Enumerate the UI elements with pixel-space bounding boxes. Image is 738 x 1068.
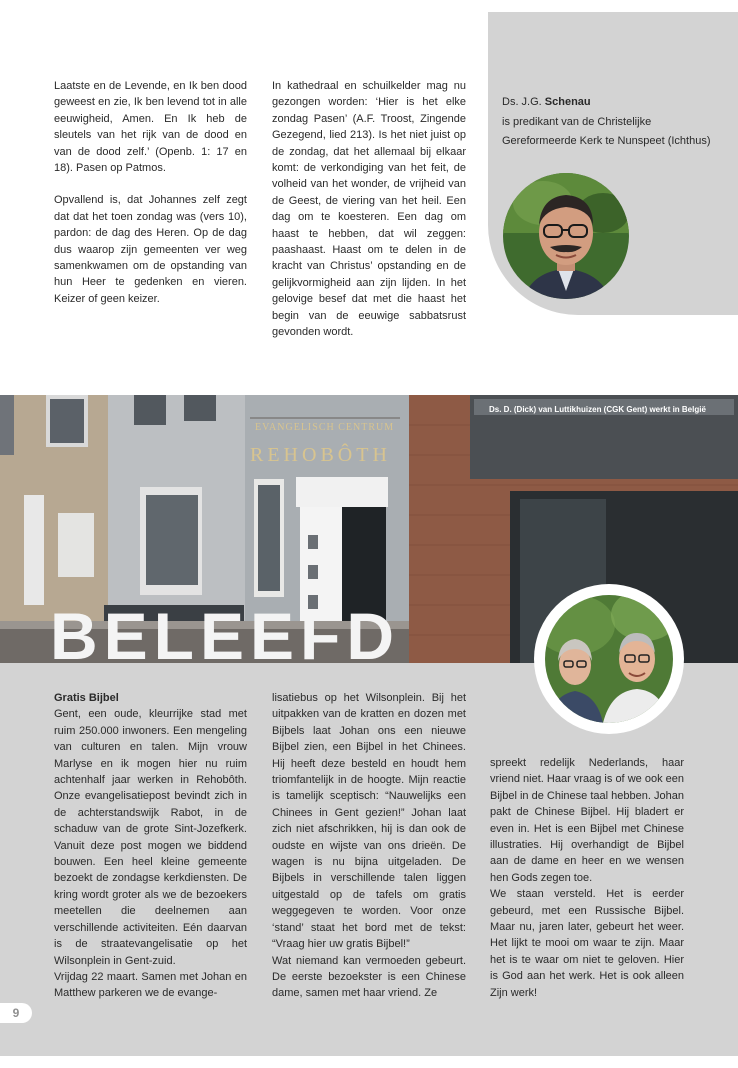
article-column-2: [272, 78, 466, 341]
bottom-column-1: [54, 690, 247, 1002]
paragraph: Wat niemand kan vermoeden gebeurt. De eerste bezoekster is een Chinese dame, samen met haar vriend. Ze: [272, 954, 466, 1000]
author-description: is predikant van de Christelijke Gereformeerde Kerk te Nunspeet (Ichthus): [502, 115, 711, 148]
author-info: [502, 93, 722, 152]
paragraph: We staan versteld. Het is eerder gebeurd, met een Russische Bijbel. Maar nu, jaren later, gebeurt het weer. Het lijkt te mooi om waar te zijn. Maar het is te waar om niet te geloven. Hier is God aan het werk. Het is ook alleen Zijn werk!: [490, 888, 684, 999]
article-heading: Gratis Bijbel: [54, 692, 119, 704]
paragraph: Gent, een oude, kleurrijke stad met ruim 250.000 inwoners. Een mengeling van culturen en talen. Mijn vrouw Marlyse en ik mogen hier nu ruim achtenhalf jaar werken in Rehobôth. Onze evangelisatiepost bevindt zich in de achterstandswijk Rabot, in de schaduw van de grote Sint-Jozefkerk. Vanuit deze post mogen we biddend bouwen. Een heel kleine gemeente bezoekt de zondagse kerkdiensten. De kring wordt groter als we de bezoekers meetellen die deelnemen aan verschillende activiteiten. Eén daarvan is de straatevangelisatie op het Wilsonplein in Gent-zuid.: [54, 708, 247, 967]
article-column-1: [54, 78, 247, 307]
paragraph: Opvallend is, dat Johannes zelf zegt dat dat het toen zondag was (vers 10), pardon: de dag des Heren. Op de dag dus waarop zijn gemeenten ver weg samenkwamen om de opstanding van hun Heer te gedenken en vieren. Keizer of geen keizer.: [54, 194, 247, 305]
bottom-column-3: [490, 755, 684, 1001]
author-name: Ds. J.G. Schenau: [502, 96, 591, 108]
couple-portrait: [545, 595, 673, 723]
paragraph: lisatiebus op het Wilsonplein. Bij het uitpakken van de kratten en dozen met Bijbels laat Johan ons een nieuwe Bijbel zien, een Bijbel in het Chinees. Hij heeft deze besteld en houdt hem triomfantelijk in de hoogte. Mijn reactie is tamelijk sceptisch: “Nauwelijks een Chinees in Gent gezien!” Johan laat zich niet afschrikken, hij is dan ook de oudste en wijste van ons drieën. De wagen is nu bijna uitgeladen. De Bijbels in verschillende talen liggen uitgestald op de tafels om gratis weggegeven te worden. Voor onze ‘stand’ staat het bord met de tekst: “Vraag hier uw gratis Bijbel!”: [272, 692, 466, 951]
paragraph: Laatste en de Levende, en Ik ben dood geweest en zie, Ik ben levend tot in alle eeuwigheid, Amen. En Ik heb de sleutels van het rijk van de dood en van de dood zelf.’ (Openb. 1: 17 en 18). Pasen op Patmos.: [54, 80, 247, 175]
paragraph: Vrijdag 22 maart. Samen met Johan en Matthew parkeren we de evange-: [54, 970, 247, 1000]
sign-line-2: REHOBÔTH: [250, 444, 391, 466]
bottom-column-2: [272, 690, 466, 1002]
section-title: BELEEFD: [50, 599, 401, 673]
photo-caption: Ds. D. (Dick) van Luttikhuizen (CGK Gent) werkt in België: [489, 405, 706, 414]
paragraph: In kathedraal en schuilkelder mag nu gezongen worden: ‘Hier is het elke zondag Pasen’ (A.F. Troost, Zingende Gezegend, lied 213). Is het niet juist op de zondag, dat het allemaal bij elkaar komt: de verkondiging van het feit, de volheid van het wonder, de vrijheid van de Geest, de viering van het heil. Een dag om te koesteren. Een dag om haast te hebben, dat wil zeggen: paashaast. Haast om te delen in de kracht van Christus’ opstanding en de gelijkvormigheid aan zijn lijden. In het gelovige besef dat met die haast het begin van de eeuwige sabbatsrust gevonden wordt.: [272, 80, 466, 339]
author-portrait: [503, 173, 629, 299]
paragraph: spreekt redelijk Nederlands, haar vriend niet. Haar vraag is of we ook een Bijbel in de Chinese taal hebben. Johan pakt de Chinese Bijbel. Hij bladert er even in. Het is een Bijbel met Chinese illustraties. Hij overhandigt de Bijbel aan de dame en heer en we wensen hen Gods zegen toe.: [490, 757, 684, 884]
sign-line-1: EVANGELISCH CENTRUM: [255, 422, 395, 433]
page-number: 9: [0, 1003, 32, 1023]
